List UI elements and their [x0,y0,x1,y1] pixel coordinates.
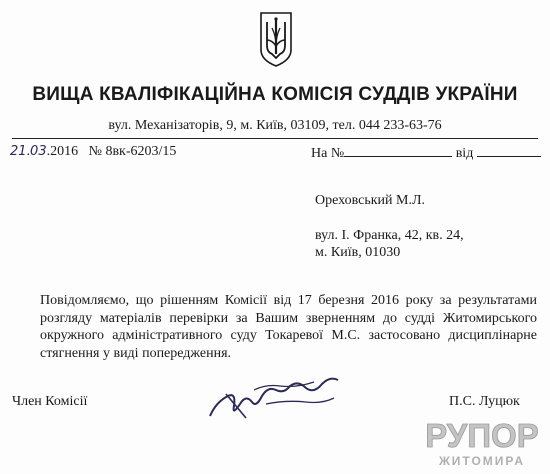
organization-address: вул. Механізаторів, 9, м. Київ, 03109, тел. 044 233-63-76 [108,118,442,133]
reg-day: 21 [10,144,27,159]
reg-year: .2016 [46,144,79,159]
svg-text:РУПОР: РУПОР [425,417,539,454]
header-divider [12,138,538,139]
signer-position: Член Комісії [12,394,88,409]
reference-line [311,144,541,162]
handwritten-signature-icon [206,366,346,426]
rupor-watermark-logo [418,415,546,471]
reg-number: № 8вк-6203/15 [88,144,177,159]
ref-from-label: від [455,146,474,161]
ref-label: На № [311,146,345,161]
organization-title: ВИЩА КВАЛІФІКАЦІЙНА КОМІСІЯ СУДДІВ УКРАЇНИ [32,84,518,105]
recipient-street: вул. І. Франка, 42, кв. 24, [315,228,464,243]
recipient-city: м. Київ, 01030 [315,245,401,260]
ref-date-blank [477,144,541,157]
registration-line: 21.03.2016 № 8вк-6203/15 [10,144,177,159]
letter-body: Повідомляємо, що рішенням Комісії від 17 березня 2016 року за результатами розгляду матеріалів перевірки за Вашим зверненням до судді Житомирського окружного адміністративного суду Токаревої М.С. застосовано дисциплінарне стягнення у виді попередження. [40,293,537,361]
reg-month: 03 [30,144,47,159]
signer-name: П.С. Луцюк [449,394,520,409]
trident-emblem-icon [258,10,294,68]
svg-text:ЖИТОМИРА: ЖИТОМИРА [438,454,526,468]
ref-number-blank [344,144,452,157]
recipient-name: Ореховський М.Л. [315,193,425,208]
